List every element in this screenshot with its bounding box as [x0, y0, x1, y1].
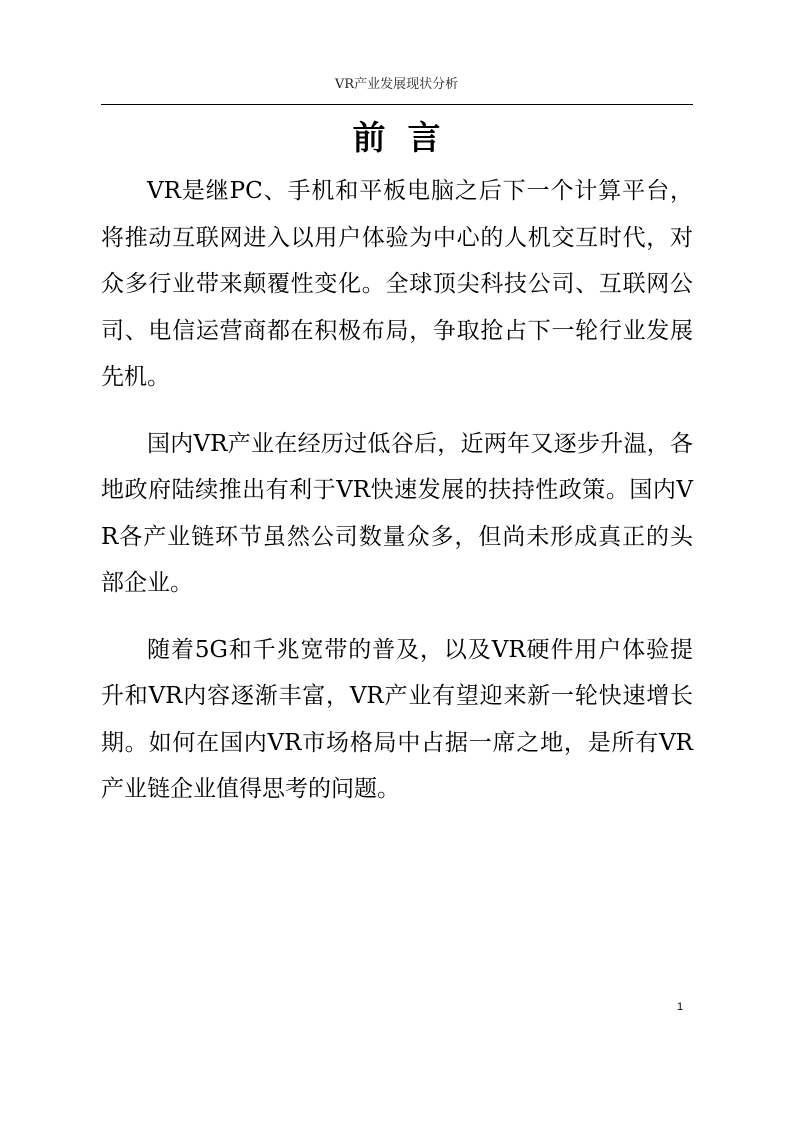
- header-rule: [101, 104, 693, 105]
- paragraph-2: 国内VR产业在经历过低谷后，近两年又逐步升温，各地政府陆续推出有利于VR快速发展的扶持性政策。国内VR各产业链环节虽然公司数量众多，但尚未形成真正的头部企业。: [101, 430, 693, 596]
- body-text: [101, 168, 693, 833]
- paragraph-1: VR是继PC、手机和平板电脑之后下一个计算平台，将推动互联网进入以用户体验为中心的人机交互时代，对众多行业带来颠覆性变化。全球顶尖科技公司、互联网公司、电信运营商都在积极布局，争取抢占下一轮行业发展先机。: [101, 178, 693, 390]
- page-number: 1: [676, 1001, 684, 1013]
- paragraph-3: 随着5G和千兆宽带的普及，以及VR硬件用户体验提升和VR内容逐渐丰富，VR产业有望迎来新一轮快速增长期。如何在国内VR市场格局中占据一席之地，是所有VR产业链企业值得思考的问题。: [101, 636, 693, 802]
- running-header: VR产业发展现状分析: [334, 77, 459, 92]
- page-title: 前言: [352, 118, 463, 157]
